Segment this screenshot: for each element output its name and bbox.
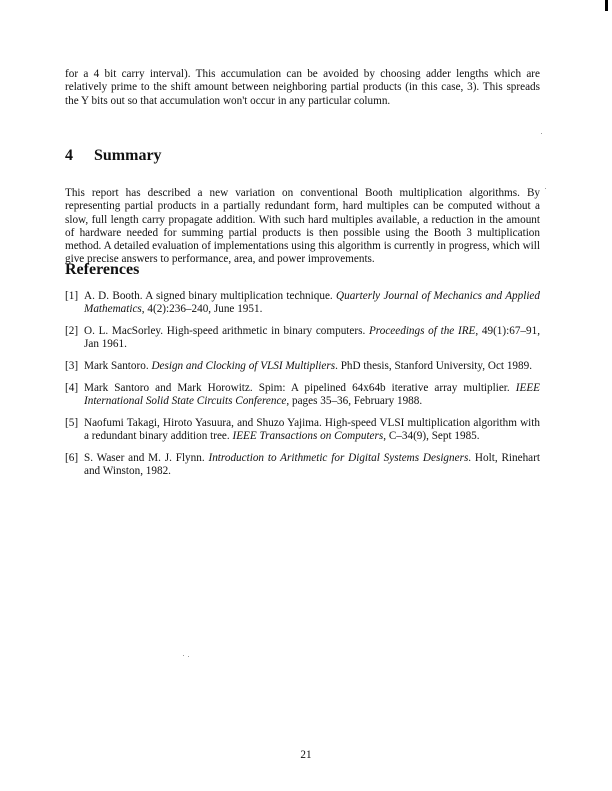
reference-text: O. L. MacSorley. High-speed arithmetic in binary computers. — [84, 325, 369, 338]
reference-text: Mark Santoro. — [84, 360, 152, 373]
reference-details: . PhD thesis, Stanford University, Oct 1989. — [335, 360, 532, 373]
reference-details: , pages 35–36, February 1988. — [286, 395, 423, 408]
reference-text: Mark Santoro and Mark Horowitz. Spim: A pipelined 64x64b iterative array multiplier. — [84, 381, 516, 394]
reference-label: [3] — [65, 360, 79, 373]
reference-venue: Quarterly Journal of Mechanics and Applied Mathematics — [84, 290, 540, 316]
reference-list — [65, 290, 540, 487]
reference-label: [1] — [65, 290, 79, 302]
reference-item — [65, 452, 540, 479]
section-heading — [65, 147, 162, 165]
reference-text: A. D. Booth. A signed binary multiplication technique. — [84, 290, 337, 302]
reference-text: S. Waser and M. J. Flynn. — [84, 452, 209, 465]
reference-venue: IEEE Transactions on Computers — [232, 430, 384, 443]
reference-label: [5] — [65, 417, 79, 430]
reference-item — [65, 360, 540, 373]
reference-label: [2] — [65, 325, 79, 338]
intro-paragraph: for a 4 bit carry interval). This accumulation can be avoided by choosing adder lengths which are relatively prime to the shift amount between neighboring partial products (in this case, 3). This spreads the Y bits out so that accumulation won't occur in any particular column. — [65, 68, 540, 107]
references-heading: References — [65, 261, 140, 278]
reference-details: . Holt, Rinehart and Winston, 1982. — [84, 452, 540, 478]
reference-venue: Introduction to Arithmetic for Digital Systems Designers — [208, 452, 469, 465]
reference-label: [4] — [65, 381, 79, 394]
scan-speck — [545, 188, 546, 189]
reference-item — [65, 382, 540, 409]
section-title: Summary — [94, 147, 162, 164]
scan-edge-mark — [605, 0, 608, 11]
reference-venue: Proceedings of the IRE — [368, 325, 476, 338]
reference-text: Naofumi Takagi, Hiroto Yasuura, and Shuzo Yajima. High-speed VLSI multiplication algorithm with a redundant binary addition tree. — [84, 417, 540, 443]
reference-item — [65, 290, 540, 317]
scan-speck — [183, 655, 184, 656]
page-number: 21 — [300, 749, 312, 761]
reference-details: , 49(1):67–91, Jan 1961. — [84, 325, 540, 351]
scan-speck — [188, 656, 189, 657]
reference-item — [65, 325, 540, 352]
section-number: 4 — [65, 147, 73, 164]
reference-item — [65, 417, 540, 444]
reference-venue: IEEE International Solid State Circuits Conference — [84, 381, 540, 408]
summary-paragraph: This report has described a new variation on conventional Booth multiplication algorithms. By representing partial products in a partially redundant form, hard multiples can be computed without a slow, full length carry propagate addition. With such hard multiples available, a reduction in the amount of hardware needed for summing partial products is then possible using the Booth 3 multiplication method. A detailed evaluation of implementations using this algorithm is currently in progress, which will give precise answers to performance, area, and power improvements. — [65, 187, 540, 266]
reference-label: [6] — [65, 452, 79, 465]
reference-details: , C–34(9), Sept 1985. — [383, 430, 480, 443]
reference-details: , 4(2):236–240, June 1951. — [141, 303, 263, 316]
scan-speck — [541, 133, 542, 134]
reference-venue: Design and Clocking of VLSI Multipliers — [151, 360, 336, 373]
